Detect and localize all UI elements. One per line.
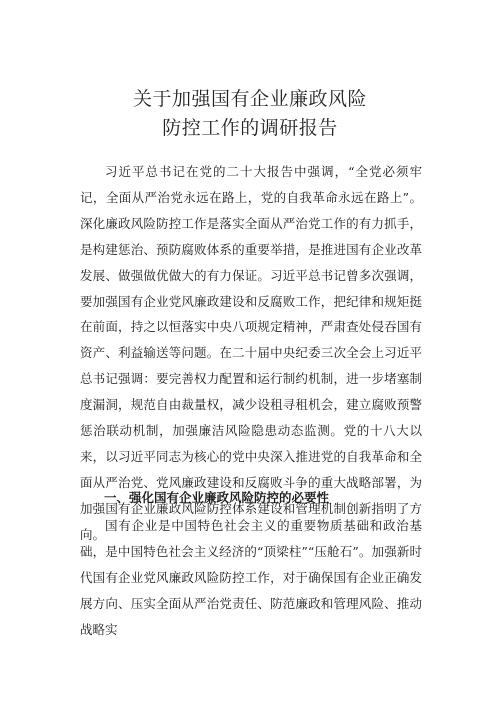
intro-paragraph: 习近平总书记在党的二十大报告中强调，“全党必须牢记，全面从严治党永远在路上，党的自我革命永远在路上”。深化廉政风险防控工作是落实全面从严治党工作的有力抓手，是构建惩治、预防腐败体系的重要举措，是推进国有企业改革发展、做强做优做大的有力保证。习近平总书记曾多次强调，要加强国有企业党风廉政建设和反腐败工作，把纪律和规矩挺在前面，持之以恒落实中央八项规定精神，严肃查处侵吞国有资产、利益输送等问题。在二十届中央纪委三次全会上习近平总书记强调：要完善权力配置和运行制约机制，进一步堵塞制度漏洞，规范自由裁量权，减少设租寻租机会，建立腐败预警惩治联动机制，加强廉洁风险隐患动态监测。党的十八大以来，以习近平同志为核心的党中央深入推进党的自我革命和全面从严治党、党风廉政建设和反腐败斗争的重大战略部署，为加强国有企业廉政风险防控体系建设和管理机制创新指明了方向。 — [80, 164, 422, 542]
section-heading-1: 一、强化国有企业廉政风险防控的必要性 — [104, 490, 330, 505]
section-1-paragraph: 国有企业是中国特色社会主义的重要物质基础和政治基础，是中国特色社会主义经济的“顶梁柱”“压舱石”。加强新时代国有企业党风廉政风险防控工作，对于确保国有企业正确发展方向、压实全面从严治党责任、防范廉政和管理风险、推动战略实 — [80, 518, 422, 637]
document-title-line-1: 关于加强国有企业廉政风险 — [132, 88, 367, 110]
document-title-line-2: 防控工作的调研报告 — [162, 117, 338, 139]
